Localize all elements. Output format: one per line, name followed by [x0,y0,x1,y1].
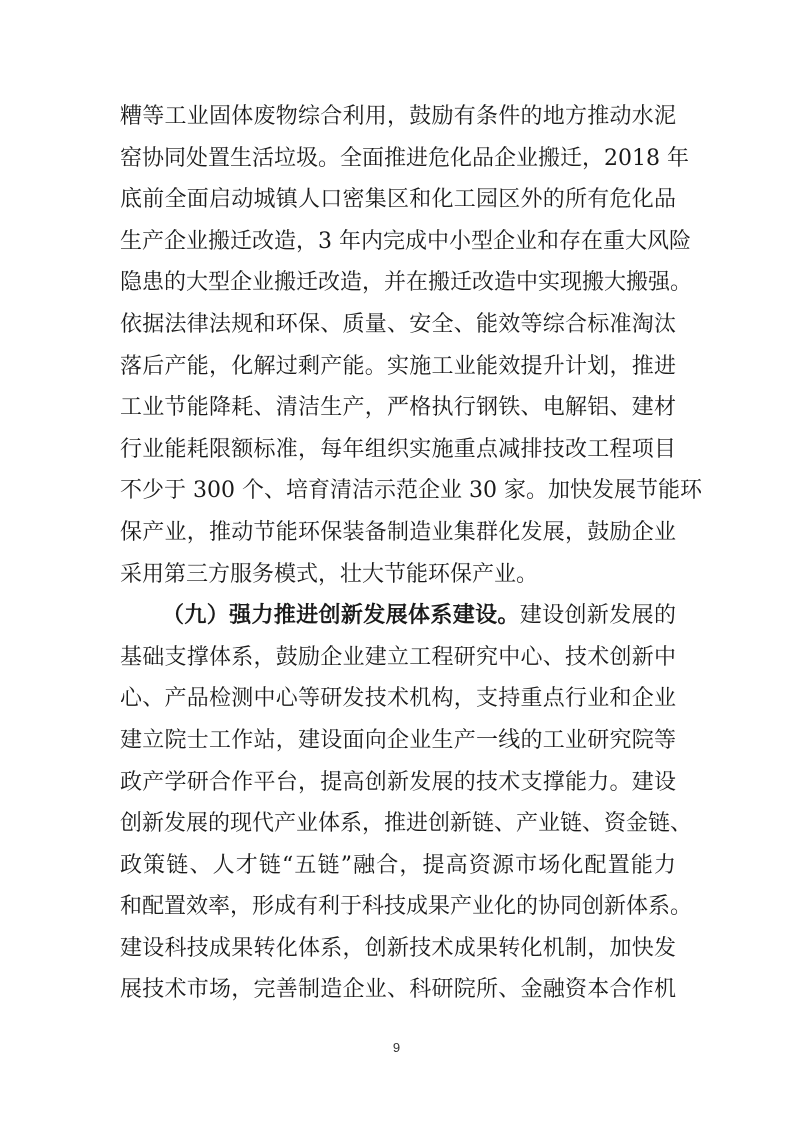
text-line: 落后产能，化解过剩产能。实施工业能效提升计划，推进 [120,353,676,379]
text-line: 政产学研合作平台，提高创新发展的技术支撑能力。建设 [120,769,676,795]
section-heading-rest: 建设创新发展的 [519,603,676,629]
text-line: 采用第三方服务模式，壮大节能环保产业。 [120,561,539,587]
text-line: 建立院士工作站，建设面向企业生产一线的工业研究院等 [120,727,676,753]
text-line: 窑协同处置生活垃圾。全面推进危化品企业搬迁，2018 年 [120,145,689,171]
text-line: 工业节能降耗、清洁生产，严格执行钢铁、电解铝、建材 [120,395,676,421]
text-line: 隐患的大型企业搬迁改造，并在搬迁改造中实现搬大搬强。 [120,270,693,296]
text-line: 保产业，推动节能环保装备制造业集群化发展，鼓励企业 [120,519,676,545]
text-line: 和配置效率，形成有利于科技成果产业化的协同创新体系。 [120,894,693,920]
section-heading: （九）强力推进创新发展体系建设。 [162,602,520,629]
text-line: 建设科技成果转化体系，创新技术成果转化机制，加快发 [120,935,676,961]
text-line: 糟等工业固体废物综合利用，鼓励有条件的地方推动水泥 [120,104,676,129]
text-line: 底前全面启动城镇人口密集区和化工园区外的所有危化品 [120,187,676,213]
page-number: 9 [392,1040,401,1055]
text-line: 基础支撑体系，鼓励企业建立工程研究中心、技术创新中 [120,644,676,670]
text-line: 不少于 300 个、培育清洁示范企业 30 家。加快发展节能环 [120,478,702,504]
body-text [120,96,702,1011]
text-line: 政策链、人才链“五链”融合，提高资源市场化配置能力 [120,852,676,878]
text-line: 心、产品检测中心等研发技术机构，支持重点行业和企业 [120,686,676,712]
section-heading-line [120,595,676,637]
text-line: 行业能耗限额标准，每年组织实施重点减排技改工程项目 [120,436,676,462]
text-line: 依据法律法规和环保、质量、安全、能效等综合标准淘汰 [120,311,676,337]
text-line: 生产企业搬迁改造，3 年内完成中小型企业和存在重大风险 [120,228,691,254]
text-line: 创新发展的现代产业体系，推进创新链、产业链、资金链、 [120,811,693,837]
text-line: 展技术市场，完善制造企业、科研院所、金融资本合作机 [120,977,676,1003]
